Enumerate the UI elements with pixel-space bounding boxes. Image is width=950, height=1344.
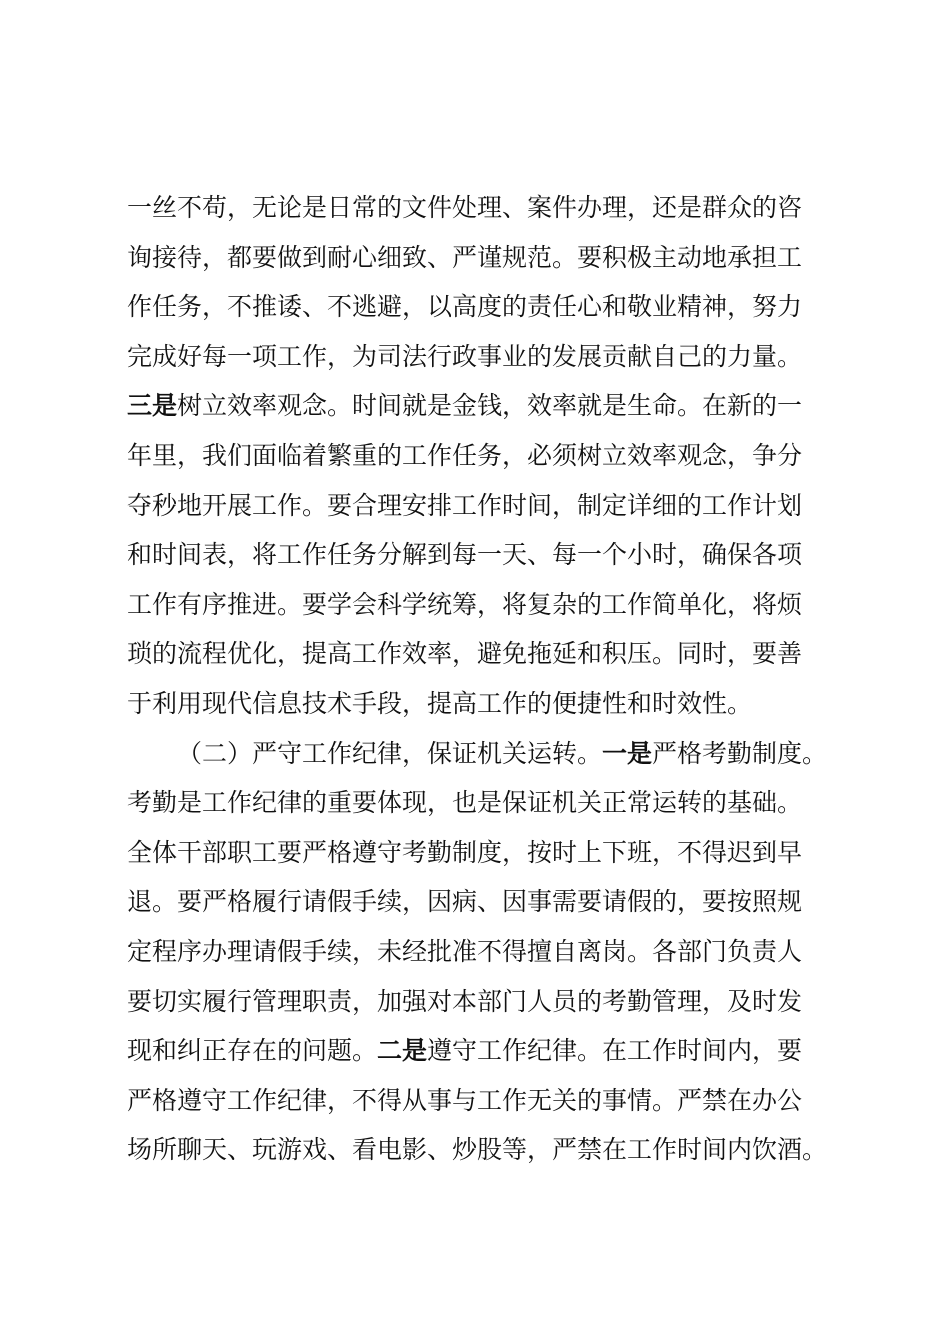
text-line [127, 1026, 857, 1076]
text-line: 全体干部职工要严格遵守考勤制度，按时上下班，不得迟到早 [127, 837, 803, 867]
text-line: 夺秒地开展工作。要合理安排工作时间，制定详细的工作计划 [127, 490, 803, 520]
text-line: 询接待，都要做到耐心细致、严谨规范。要积极主动地承担工 [127, 242, 803, 272]
bold-marker: 三是 [127, 391, 178, 421]
text-line: 定程序办理请假手续，未经批准不得擅自离岗。各部门负责人 [127, 936, 803, 966]
text-line: 和时间表，将工作任务分解到每一天、每一个小时，确保各项 [127, 540, 803, 570]
text-line: 作任务，不推诿、不逃避，以高度的责任心和敬业精神，努力 [127, 292, 803, 322]
section-heading: （二）严守工作纪律，保证机关运转。 [177, 738, 603, 768]
bold-marker: 二是 [377, 1036, 428, 1066]
text-line: 退。要严格履行请假手续，因病、因事需要请假的，要按照规 [127, 887, 803, 917]
text-run: 严格考勤制度。 [652, 738, 828, 768]
text-line: 工作有序推进。要学会科学统筹，将复杂的工作简单化，将烦 [127, 589, 803, 619]
text-line: 琐的流程优化，提高工作效率，避免拖延和积压。同时，要善 [127, 639, 803, 669]
text-line: 要切实履行管理职责，加强对本部门人员的考勤管理，及时发 [127, 986, 803, 1016]
text-run: 现和纠正存在的问题。 [127, 1036, 378, 1066]
text-line: 严格遵守工作纪律，不得从事与工作无关的事情。严禁在办公 [127, 1085, 803, 1115]
text-line: 考勤是工作纪律的重要体现，也是保证机关正常运转的基础。 [127, 788, 803, 818]
text-run: 遵守工作纪律。在工作时间内，要 [427, 1036, 803, 1066]
text-run: 树立效率观念。时间就是金钱，效率就是生命。在新的一 [177, 391, 803, 421]
text-line: 场所聊天、玩游戏、看电影、炒股等，严禁在工作时间内饮酒。 [127, 1135, 828, 1165]
section-heading-line [127, 729, 857, 779]
document-body [127, 183, 857, 1175]
text-line: 年里，我们面临着繁重的工作任务，必须树立效率观念，争分 [127, 440, 803, 470]
bold-marker: 一是 [602, 738, 653, 768]
text-line: 一丝不苟，无论是日常的文件处理、案件办理，还是群众的咨 [127, 193, 803, 222]
text-line: 于利用现代信息技术手段，提高工作的便捷性和时效性。 [127, 688, 753, 718]
text-line [127, 381, 857, 431]
text-line: 完成好每一项工作，为司法行政事业的发展贡献自己的力量。 [127, 341, 803, 371]
